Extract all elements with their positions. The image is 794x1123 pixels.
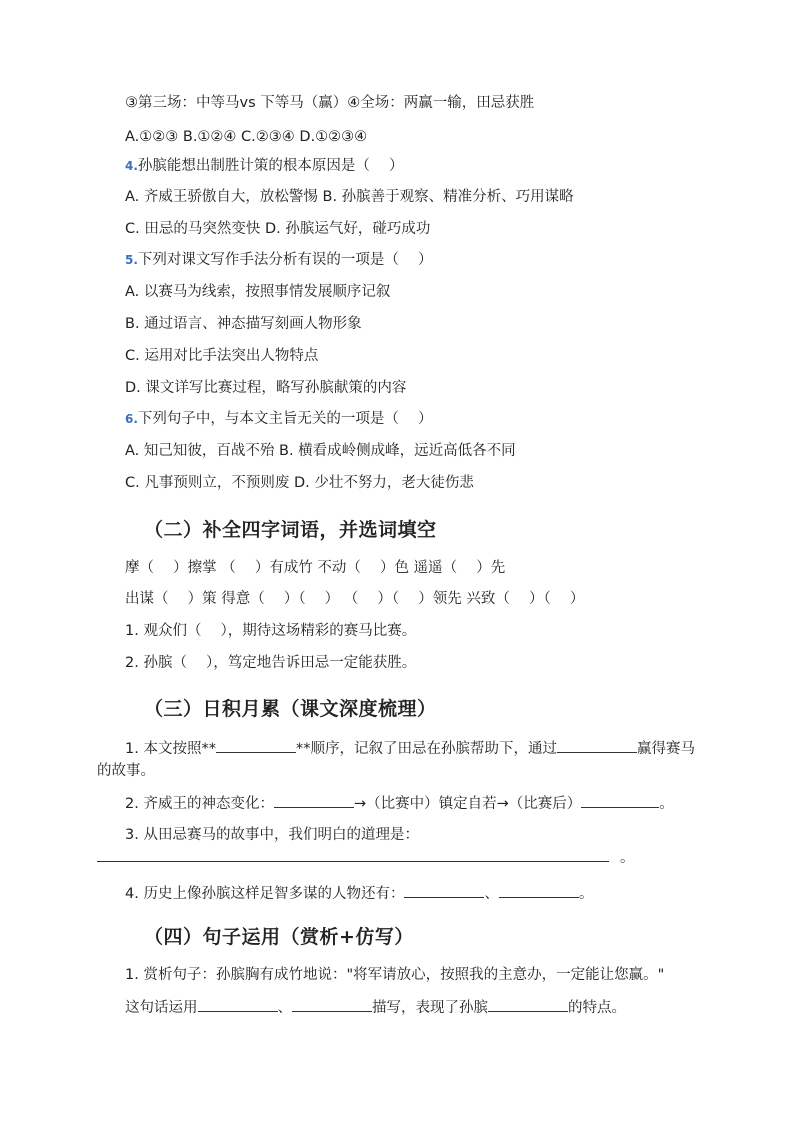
sec3-q4-text-c: 。 <box>578 886 594 902</box>
sec4-q1-text-b: 这句话运用 <box>125 1000 198 1016</box>
sec3-q1-text-b: **顺序，记叙了田忌在孙膑帮助下，通过 <box>295 741 557 757</box>
sec4-q1-line2 <box>125 997 626 1018</box>
sec3-q1-line2: 的故事。 <box>97 763 155 779</box>
answer-blank[interactable] <box>499 883 579 898</box>
q6-options-cd: C. 凡事预则立，不预则废 D. 少壮不努力，老大徒伤悲 <box>125 475 474 491</box>
sec2-sentence-2: 2. 孙膑（ ），笃定地告诉田忌一定能获胜。 <box>125 655 417 671</box>
sec3-q2 <box>125 793 674 814</box>
q5-option-c: C. 运用对比手法突出人物特点 <box>125 348 319 364</box>
answer-blank[interactable] <box>216 738 296 753</box>
answer-blank[interactable] <box>274 793 354 808</box>
sec4-q1-text-c: 、 <box>277 1000 292 1016</box>
answer-blank[interactable] <box>557 738 637 753</box>
sec3-q4-text-b: 、 <box>484 886 499 902</box>
q3-item-continuation: ③第三场：中等马vs 下等马（赢）④全场：两赢一输，田忌获胜 <box>125 95 535 111</box>
sec2-words-row-1: 摩（ ）擦掌 （ ）有成竹 不动（ ）色 遥遥（ ）先 <box>125 560 506 576</box>
sec4-q1-text-e: 的特点。 <box>568 1000 626 1016</box>
q3-options: A.①②③ B.①②④ C.②③④ D.①②③④ <box>125 129 368 145</box>
sec3-q3-end: 。 <box>620 850 635 866</box>
sec3-q1-text-a: 1. 本文按照** <box>125 741 216 757</box>
sec3-q3: 3. 从田忌赛马的故事中，我们明白的道理是： <box>125 827 419 843</box>
sec4-q1-line1: 1. 赏析句子：孙膑胸有成竹地说："将军请放心，按照我的主意办，一定能让您赢。" <box>125 967 665 983</box>
sec3-q2-text-b: →（比赛中）镇定自若→（比赛后） <box>353 796 582 812</box>
answer-blank[interactable] <box>404 883 484 898</box>
section-3-title: （三）日积月累（课文深度梳理） <box>144 698 437 720</box>
q5-text: 下列对课文写作手法分析有误的一项是（ ） <box>137 252 433 268</box>
answer-blank-long[interactable] <box>97 861 609 862</box>
q5-option-a: A. 以赛马为线索，按照事情发展顺序记叙 <box>125 284 391 300</box>
q4-text: 孙膑能想出制胜计策的根本原因是（ ） <box>137 158 404 174</box>
q4-stem <box>125 156 404 176</box>
sec3-q2-text-c: 。 <box>659 796 674 812</box>
sec3-q4-text-a: 4. 历史上像孙膑这样足智多谋的人物还有： <box>125 886 405 902</box>
q4-options-cd: C. 田忌的马突然变快 D. 孙膑运气好，碰巧成功 <box>125 221 431 237</box>
sec3-q2-text-a: 2. 齐威王的神态变化： <box>125 796 274 812</box>
answer-blank[interactable] <box>292 997 372 1012</box>
q4-number: 4. <box>125 159 138 173</box>
q5-option-d: D. 课文详写比赛过程，略写孙膑献策的内容 <box>125 380 407 396</box>
q6-number: 6. <box>125 412 138 426</box>
answer-blank[interactable] <box>198 997 278 1012</box>
answer-blank[interactable] <box>488 997 568 1012</box>
answer-blank[interactable] <box>581 793 659 808</box>
section-2-title: （二）补全四字词语，并选词填空 <box>144 519 437 541</box>
sec3-q1-text-c: 赢得赛马 <box>636 741 695 757</box>
section-4-title: （四）句子运用（赏析+仿写） <box>144 926 414 948</box>
q6-text: 下列句子中，与本文主旨无关的一项是（ ） <box>137 411 433 427</box>
q5-stem <box>125 250 433 270</box>
sec2-words-row-2: 出谋（ ）策 得意（ ）（ ） （ ）（ ）领先 兴致（ ）（ ） <box>125 591 585 607</box>
q6-stem <box>125 409 433 429</box>
q4-options-ab: A. 齐威王骄傲自大，放松警惕 B. 孙膑善于观察、精准分析、巧用谋略 <box>125 189 574 205</box>
sec3-q4 <box>125 883 593 904</box>
sec2-sentence-1: 1. 观众们（ ），期待这场精彩的赛马比赛。 <box>125 623 417 639</box>
q6-options-ab: A. 知己知彼，百战不殆 B. 横看成岭侧成峰，远近高低各不同 <box>125 443 516 459</box>
q5-option-b: B. 通过语言、神态描写刻画人物形象 <box>125 316 362 332</box>
sec3-q1-line1 <box>125 738 695 759</box>
q5-number: 5. <box>125 253 138 267</box>
sec4-q1-text-d: 描写，表现了孙膑 <box>372 1000 488 1016</box>
